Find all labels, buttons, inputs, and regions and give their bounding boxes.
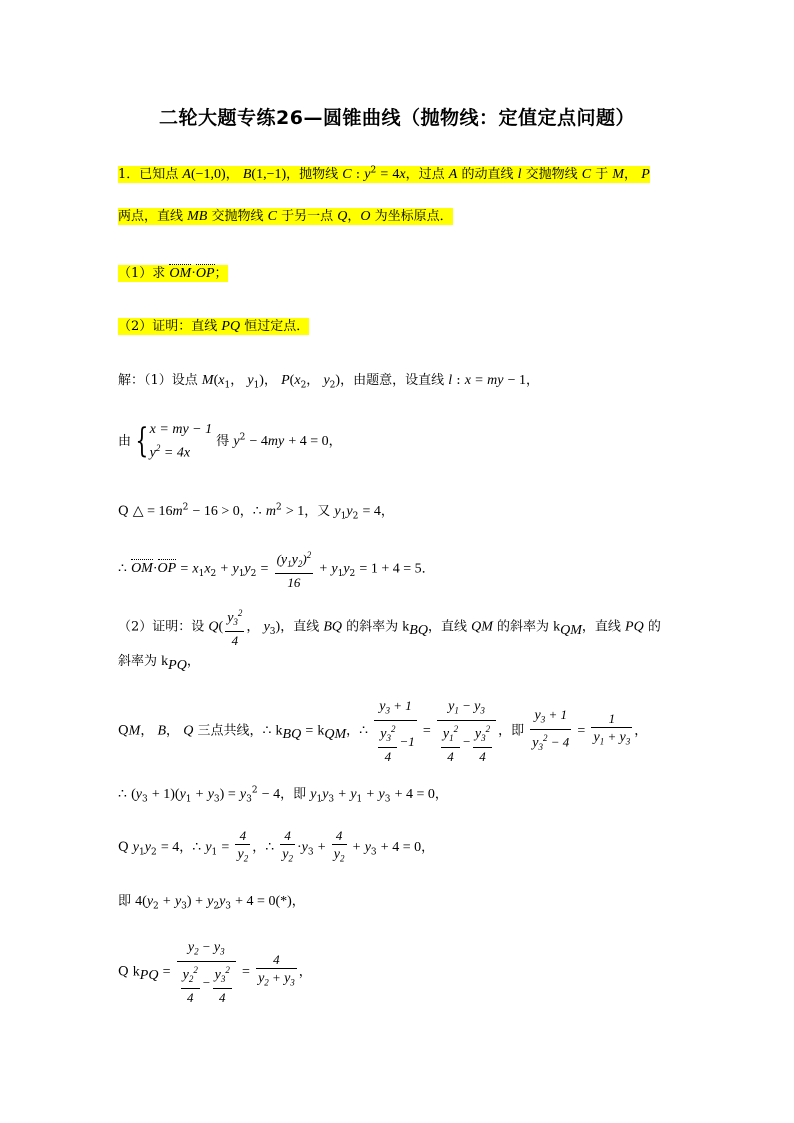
solution-line-7: QM， B， Q 三点共线，∴ $k_{BQ} = k_{QM}$，∴ $y_3 + 1$ $\frac{y_3^2}{4}$ −1 = $y_1 - y_3$ $\frac{y_1^2}{4}$ − $\frac{y_3^2}{4}$ ，即 $\frac{y_3 + 1}{y_3^2 - 4}$ = $\frac{1}{y_1 + y_3}$ ，: [118, 698, 648, 764]
problem-line-1: 1．已知点 A(−1,0)， B(1,−1)，抛物线 C : $y^2 = 4x$，过点 A 的动直线 l 交抛物线 C 于 M， P: [118, 165, 650, 182]
page-title: 二轮大题专练26—圆锥曲线（抛物线：定值定点问题）: [159, 107, 635, 129]
solution-line-8: ∴ $(y_3 + 1)(y_1 + y_3) = y_3^2 - 4$，即 $y_1y_3 + y_1 + y_3 + 4 = 0$，: [118, 785, 448, 805]
solution-line-6: 斜率为 $k_{PQ}$，: [118, 654, 200, 673]
solution-line-3: Q △ = $16m^2 - 16 > 0$，∴ $m^2 > 1$，又 $y_1y_2 = 4$，: [118, 502, 394, 522]
solution-line-9: Q $y_1y_2 = 4$，∴ $y_1$ = $\frac{4}{y_2}$ ，∴ $\frac{4}{y_2}$ $\cdot y_3$ + $\frac{4}{y_2}$ + $y_3 + 4 = 0$，: [118, 828, 435, 864]
solution-line-10: 即 $4(y_2 + y_3) + y_2y_3 + 4 = 0(*)$，: [118, 894, 305, 912]
solution-line-11: Q $k_{PQ}$ = $y_2 - y_3$ $\frac{y_2^2}{4}$ − $\frac{y_3^2}{4}$ = $\frac{4}{y_2 + y_3}$ ，: [118, 939, 312, 1005]
problem-line-2: 两点，直线 MB 交抛物线 C 于另一点 Q，O 为坐标原点．: [118, 209, 453, 224]
solution-line-5: （2）证明：设 Q( $\frac{y_3^2}{4}$ ， $y_3$)，直线 BQ 的斜率为 $k_{BQ}$，直线 QM 的斜率为 $k_{QM}$，直线 PQ 的: [118, 605, 661, 649]
solution-line-2: 由 { x = my − 1 $y^2 = 4x$ 得 $y^2 - 4my + 4 = 0$，: [118, 421, 342, 462]
solution-line-1: 解：（1）设点 $M(x_1$， $y_1$)， $P(x_2$， $y_2$)，由题意，设直线 l : x = my − 1，: [118, 373, 540, 391]
solution-line-4: ∴ $OM\cdot OP = x_1x_2 + y_1y_2$ = $\frac{(y_1y_2)^2}{16}$ + $y_1y_2 = 1 + 4 = 5$．: [118, 547, 435, 591]
question-2: （2）证明：直线 PQ 恒过定点．: [118, 319, 310, 334]
question-1: （1）求 OM·OP；: [118, 266, 228, 281]
